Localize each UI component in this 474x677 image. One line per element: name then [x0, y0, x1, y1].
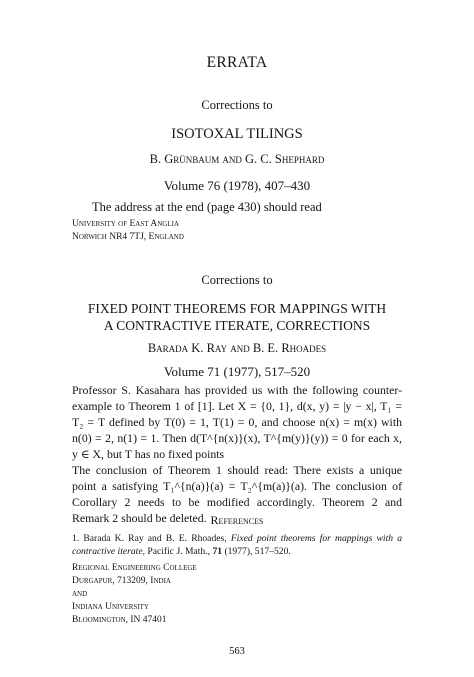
- address-line: Bloomington, IN 47401: [72, 615, 167, 625]
- reference-title: contractive iterate,: [72, 546, 145, 557]
- reference-title: Fixed point theorems for mappings with a: [230, 533, 402, 544]
- erratum-title-line: FIXED POINT THEOREMS FOR MAPPINGS WITH: [87, 301, 387, 316]
- body-paragraph: Professor S. Kasahara has provided us with the following counter-example to Theorem 1 of [1]. Let X = {0, 1}, d(x, y) = |y − x|, T₁ = T₂ = T defined by T(0) = 1, T(1) = 0, and choose n(x) = m(x) with n(0) = 2, n(1) = 1. Then d(T^{n(x)}(x), T^{m(y)}(y)) = 0 for each x, y ∈ X, but T has no fixed points: [72, 383, 402, 461]
- erratum-authors: Barada K. Ray and B. E. Rhoades: [147, 341, 327, 355]
- erratum-volume: Volume 71 (1977), 517–520: [163, 364, 311, 379]
- address-line: Norwich NR4 7TJ, England: [72, 232, 184, 242]
- address-line: Indiana University: [72, 602, 149, 612]
- address-line: Regional Engineering College: [72, 563, 197, 573]
- page-title: ERRATA: [206, 54, 268, 71]
- address-line: Durgapur, 713209, India: [72, 576, 171, 586]
- reference-prefix: 1. Barada K. Ray and B. E. Rhoades,: [72, 533, 227, 544]
- corrections-to-label: Corrections to: [201, 273, 273, 287]
- address-line: and: [72, 589, 88, 599]
- reference-item: [72, 532, 402, 558]
- body-paragraph: The conclusion of Theorem 1 should read: There exists a unique point a satisfying T₁^{n(a)}(a) = T₂^{m(a)}(a). The conclusion of Corollary 2 needs to be modified accordingly. Theorem 2 and Remark 2 should be deleted.: [72, 463, 402, 525]
- reference-tail: (1977), 517–520.: [224, 546, 291, 557]
- erratum-title-line: A CONTRACTIVE ITERATE, CORRECTIONS: [103, 318, 371, 333]
- erratum-title: ISOTOXAL TILINGS: [171, 126, 303, 142]
- reference-volume: 71: [212, 546, 223, 557]
- address-line: University of East Anglia: [72, 219, 180, 229]
- reference-journal: Pacific J. Math.,: [147, 546, 211, 557]
- page-number: 563: [229, 646, 245, 657]
- corrections-to-label: Corrections to: [201, 98, 273, 112]
- erratum-note: The address at the end (page 430) should read: [92, 200, 322, 214]
- erratum-volume: Volume 76 (1978), 407–430: [163, 178, 311, 193]
- erratum-authors: B. Grünbaum and G. C. Shephard: [149, 152, 325, 166]
- references-heading: References: [210, 513, 264, 527]
